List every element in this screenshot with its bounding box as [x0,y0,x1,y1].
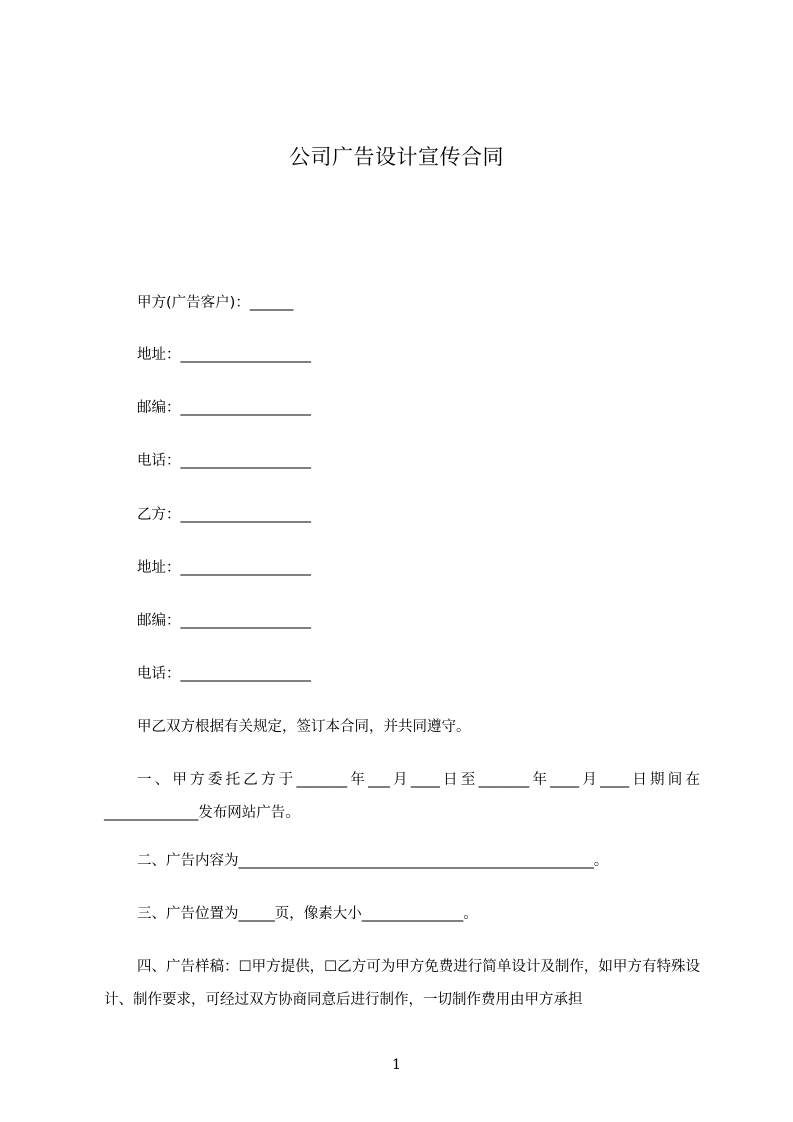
clause-1: 一、甲方委托乙方于_______年___月____日至_______年____月____日期间在_____________发布网站广告。 [104,772,700,821]
party-b-postcode-line: 邮编：__________________ [137,613,311,629]
clause-4: 四、广告样稿：☐甲方提供，☐乙方可为甲方免费进行简单设计及制作，如甲方有特殊设计、制作要求，可经过双方协商同意后进行制作，一切制作费用由甲方承担 [104,959,700,1008]
party-b-address-line: 地址：__________________ [137,560,311,576]
party-a-phone-line: 电话：__________________ [137,453,311,469]
preamble: 甲乙双方根据有关规定，签订本合同，并共同遵守。 [137,719,471,735]
party-b-name-line: 乙方：__________________ [137,507,311,523]
party-a-name-line: 甲方(广告客户)：______ [137,295,294,311]
clause-3: 三、广告位置为_____页，像素大小______________。 [137,906,478,922]
party-a-postcode-line: 邮编：__________________ [137,400,311,416]
party-a-address-line: 地址：__________________ [137,347,311,363]
clause-2: 二、广告内容为_________________________________________________。 [137,853,609,869]
document-title: 公司广告设计宣传合同 [289,145,504,169]
page-number: 1 [392,1057,401,1073]
party-b-phone-line: 电话：__________________ [137,666,311,682]
